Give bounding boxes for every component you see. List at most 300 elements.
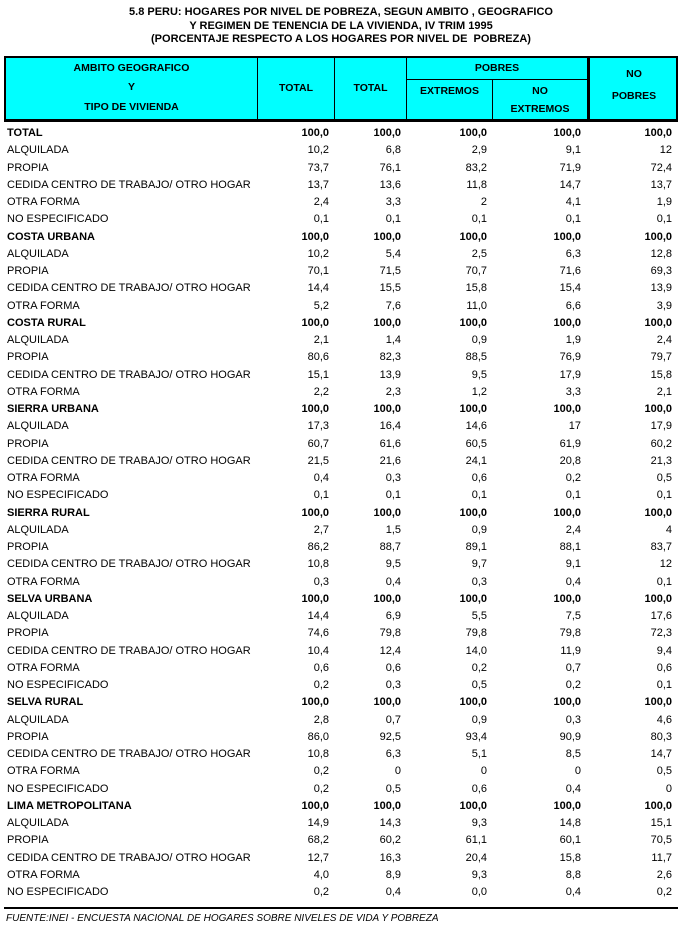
cell-value: 17 xyxy=(568,420,581,433)
cell-value: 0,2 xyxy=(313,886,329,899)
cell-value: 24,1 xyxy=(465,454,487,467)
cell-value: 80,6 xyxy=(307,351,329,364)
header-ambito-geografico xyxy=(6,58,258,119)
cell-value: 9,7 xyxy=(471,558,487,571)
cell-value: 7,5 xyxy=(565,610,581,623)
cell-value: 9,3 xyxy=(471,817,487,830)
cell-value: 12,4 xyxy=(379,644,401,657)
header-ambito-line-3: TIPO DE VIVIENDA xyxy=(84,100,179,113)
cell-value: 1,5 xyxy=(385,523,401,536)
cell-value: 0,5 xyxy=(656,765,672,778)
cell-value: 21,3 xyxy=(650,454,672,467)
cell-value: 9,4 xyxy=(656,644,672,657)
source-note: FUENTE:INEI - ENCUESTA NACIONAL DE HOGARES SOBRE NIVELES DE VIDA Y POBREZA xyxy=(6,912,439,924)
table-row xyxy=(4,176,678,193)
cell-value: 0 xyxy=(574,765,581,778)
cell-value: 60,1 xyxy=(559,834,581,847)
cell-value: 0,1 xyxy=(385,489,401,502)
cell-value: 16,3 xyxy=(379,851,401,864)
cell-value: 100,0 xyxy=(459,230,487,243)
cell-value: 83,2 xyxy=(465,161,487,174)
cell-value: 13,7 xyxy=(307,178,329,191)
cell-value: 0,1 xyxy=(656,213,672,226)
cell-value: 8,8 xyxy=(565,868,581,881)
cell-value: 86,0 xyxy=(307,730,329,743)
cell-value: 13,9 xyxy=(650,282,672,295)
cell-value: 0,4 xyxy=(385,886,401,899)
row-label: OTRA FORMA xyxy=(7,196,80,209)
cell-value: 92,5 xyxy=(379,730,401,743)
cell-value: 100,0 xyxy=(459,403,487,416)
table-header xyxy=(4,56,678,122)
header-no-extremos-line-1: NO xyxy=(532,84,548,97)
table-row xyxy=(4,866,678,883)
cell-value: 14,9 xyxy=(307,817,329,830)
cell-value: 12,8 xyxy=(650,247,672,260)
cell-value: 79,8 xyxy=(379,627,401,640)
cell-value: 100,0 xyxy=(373,127,401,140)
row-label: ALQUILADA xyxy=(7,523,69,536)
header-no-extremos xyxy=(493,80,587,119)
table-row xyxy=(4,884,678,901)
cell-value: 2,4 xyxy=(313,196,329,209)
cell-value: 10,2 xyxy=(307,144,329,157)
table-row xyxy=(4,832,678,849)
cell-value: 14,4 xyxy=(307,610,329,623)
header-pobres-group: POBRES xyxy=(407,58,587,80)
table-row xyxy=(4,728,678,745)
row-label: PROPIA xyxy=(7,541,49,554)
cell-value: 0,2 xyxy=(313,765,329,778)
cell-value: 0,3 xyxy=(385,472,401,485)
table-row xyxy=(4,694,678,711)
cell-value: 3,3 xyxy=(565,385,581,398)
row-label: CEDIDA CENTRO DE TRABAJO/ OTRO HOGAR xyxy=(7,644,251,657)
cell-value: 100,0 xyxy=(644,799,672,812)
cell-value: 100,0 xyxy=(459,799,487,812)
cell-value: 100,0 xyxy=(373,316,401,329)
cell-value: 0,9 xyxy=(471,334,487,347)
cell-value: 4,6 xyxy=(656,713,672,726)
cell-value: 9,1 xyxy=(565,558,581,571)
cell-value: 70,7 xyxy=(465,265,487,278)
cell-value: 0,1 xyxy=(385,213,401,226)
cell-value: 0,1 xyxy=(313,489,329,502)
cell-value: 0,2 xyxy=(565,679,581,692)
cell-value: 20,4 xyxy=(465,851,487,864)
cell-value: 100,0 xyxy=(459,127,487,140)
row-label: PROPIA xyxy=(7,627,49,640)
cell-value: 17,6 xyxy=(650,610,672,623)
table-row xyxy=(4,504,678,521)
cell-value: 0,4 xyxy=(565,782,581,795)
cell-value: 100,0 xyxy=(553,799,581,812)
cell-value: 2,9 xyxy=(471,144,487,157)
cell-value: 71,6 xyxy=(559,265,581,278)
cell-value: 88,5 xyxy=(465,351,487,364)
row-label: OTRA FORMA xyxy=(7,385,80,398)
cell-value: 100,0 xyxy=(373,592,401,605)
cell-value: 16,4 xyxy=(379,420,401,433)
cell-value: 0,5 xyxy=(471,679,487,692)
row-label: CEDIDA CENTRO DE TRABAJO/ OTRO HOGAR xyxy=(7,748,251,761)
cell-value: 21,5 xyxy=(307,454,329,467)
cell-value: 1,2 xyxy=(471,385,487,398)
cell-value: 100,0 xyxy=(301,403,329,416)
table-row xyxy=(4,142,678,159)
row-label: CEDIDA CENTRO DE TRABAJO/ OTRO HOGAR xyxy=(7,368,251,381)
row-label: CEDIDA CENTRO DE TRABAJO/ OTRO HOGAR xyxy=(7,558,251,571)
cell-value: 0,1 xyxy=(656,575,672,588)
row-label: ALQUILADA xyxy=(7,713,69,726)
table-row xyxy=(4,539,678,556)
cell-value: 9,1 xyxy=(565,144,581,157)
cell-value: 6,6 xyxy=(565,299,581,312)
cell-value: 100,0 xyxy=(644,230,672,243)
cell-value: 0,9 xyxy=(471,713,487,726)
row-label: CEDIDA CENTRO DE TRABAJO/ OTRO HOGAR xyxy=(7,178,251,191)
cell-value: 6,3 xyxy=(385,748,401,761)
title-line-3: (PORCENTAJE RESPECTO A LOS HOGARES POR NIVEL DE POBREZA) xyxy=(151,33,531,45)
table-title xyxy=(4,6,678,47)
table-row xyxy=(4,332,678,349)
cell-value: 11,7 xyxy=(651,851,672,864)
header-ambito-line-2: Y xyxy=(127,81,135,93)
cell-value: 0 xyxy=(665,782,672,795)
cell-value: 2,7 xyxy=(313,523,329,536)
row-label: NO ESPECIFICADO xyxy=(7,489,109,502)
cell-value: 12 xyxy=(659,144,672,157)
table-row xyxy=(4,677,678,694)
row-label: PROPIA xyxy=(7,265,49,278)
row-label: ALQUILADA xyxy=(7,817,69,830)
cell-value: 2,4 xyxy=(656,334,672,347)
header-total-2: TOTAL xyxy=(335,58,407,119)
cell-value: 89,1 xyxy=(465,541,487,554)
cell-value: 6,3 xyxy=(565,247,581,260)
cell-value: 60,2 xyxy=(650,437,672,450)
cell-value: 73,7 xyxy=(307,161,329,174)
row-label: PROPIA xyxy=(7,161,49,174)
cell-value: 100,0 xyxy=(553,230,581,243)
table-row xyxy=(4,521,678,538)
cell-value: 14,7 xyxy=(559,178,581,191)
cell-value: 2,8 xyxy=(313,713,329,726)
table-row xyxy=(4,470,678,487)
cell-value: 100,0 xyxy=(553,316,581,329)
row-label: SIERRA URBANA xyxy=(7,403,99,416)
cell-value: 12,7 xyxy=(307,851,329,864)
row-label: PROPIA xyxy=(7,834,49,847)
cell-value: 5,2 xyxy=(313,299,329,312)
cell-value: 100,0 xyxy=(553,403,581,416)
title-line-2: Y REGIMEN DE TENENCIA DE LA VIVIENDA, IV TRIM 1995 xyxy=(189,19,493,32)
cell-value: 76,9 xyxy=(559,351,581,364)
table-row xyxy=(4,815,678,832)
cell-value: 72,4 xyxy=(650,161,672,174)
row-label: PROPIA xyxy=(7,437,49,450)
table-row xyxy=(4,711,678,728)
cell-value: 0,2 xyxy=(313,679,329,692)
table-row xyxy=(4,797,678,814)
row-label: PROPIA xyxy=(7,351,49,364)
cell-value: 15,4 xyxy=(559,282,581,295)
cell-value: 0,1 xyxy=(313,213,329,226)
cell-value: 71,9 xyxy=(559,161,581,174)
table-row xyxy=(4,245,678,262)
cell-value: 9,5 xyxy=(471,368,487,381)
cell-value: 71,5 xyxy=(379,265,401,278)
row-label: ALQUILADA xyxy=(7,610,69,623)
cell-value: 100,0 xyxy=(553,127,581,140)
row-label: NO ESPECIFICADO xyxy=(7,886,109,899)
cell-value: 100,0 xyxy=(553,592,581,605)
row-label: OTRA FORMA xyxy=(7,765,80,778)
cell-value: 14,0 xyxy=(465,644,487,657)
cell-value: 2,4 xyxy=(565,523,581,536)
cell-value: 0,1 xyxy=(656,679,672,692)
cell-value: 2 xyxy=(480,196,487,209)
cell-value: 10,4 xyxy=(307,644,329,657)
row-label: NO ESPECIFICADO xyxy=(7,213,109,226)
cell-value: 14,6 xyxy=(465,420,487,433)
table-body xyxy=(4,122,678,901)
cell-value: 21,6 xyxy=(379,454,401,467)
cell-value: 70,5 xyxy=(650,834,672,847)
header-no-pobres-line-1: NO xyxy=(626,67,642,80)
cell-value: 100,0 xyxy=(301,316,329,329)
cell-value: 100,0 xyxy=(373,403,401,416)
cell-value: 0,6 xyxy=(471,782,487,795)
cell-value: 2,1 xyxy=(313,334,329,347)
table-row xyxy=(4,194,678,211)
cell-value: 72,3 xyxy=(650,627,672,640)
table-row xyxy=(4,780,678,797)
cell-value: 1,9 xyxy=(565,334,581,347)
table-row xyxy=(4,452,678,469)
cell-value: 13,7 xyxy=(650,178,672,191)
cell-value: 100,0 xyxy=(644,403,672,416)
cell-value: 100,0 xyxy=(301,230,329,243)
cell-value: 14,4 xyxy=(307,282,329,295)
cell-value: 15,5 xyxy=(379,282,401,295)
cell-value: 4 xyxy=(665,523,672,536)
row-label: COSTA URBANA xyxy=(7,230,95,243)
cell-value: 82,3 xyxy=(379,351,401,364)
cell-value: 0,1 xyxy=(565,213,581,226)
row-label: SIERRA RURAL xyxy=(7,506,90,519)
table-row xyxy=(4,263,678,280)
table-row xyxy=(4,418,678,435)
cell-value: 0,5 xyxy=(385,782,401,795)
cell-value: 68,2 xyxy=(307,834,329,847)
table-row xyxy=(4,314,678,331)
table-row xyxy=(4,435,678,452)
cell-value: 5,5 xyxy=(471,610,487,623)
table-row xyxy=(4,556,678,573)
cell-value: 0,6 xyxy=(471,472,487,485)
cell-value: 0,7 xyxy=(565,661,581,674)
row-label: NO ESPECIFICADO xyxy=(7,782,109,795)
cell-value: 93,4 xyxy=(465,730,487,743)
cell-value: 9,3 xyxy=(471,868,487,881)
cell-value: 17,9 xyxy=(650,420,672,433)
cell-value: 60,2 xyxy=(379,834,401,847)
cell-value: 100,0 xyxy=(644,696,672,709)
cell-value: 12 xyxy=(659,558,672,571)
cell-value: 61,6 xyxy=(379,437,401,450)
title-line-1: 5.8 PERU: HOGARES POR NIVEL DE POBREZA, SEGUN AMBITO , GEOGRAFICO xyxy=(129,6,553,18)
row-label: NO ESPECIFICADO xyxy=(7,679,109,692)
row-label: ALQUILADA xyxy=(7,334,69,347)
cell-value: 0,7 xyxy=(385,713,401,726)
cell-value: 2,5 xyxy=(471,247,487,260)
cell-value: 100,0 xyxy=(373,230,401,243)
table-row xyxy=(4,383,678,400)
cell-value: 100,0 xyxy=(373,799,401,812)
table-row xyxy=(4,608,678,625)
table-row xyxy=(4,642,678,659)
cell-value: 74,6 xyxy=(307,627,329,640)
cell-value: 9,5 xyxy=(385,558,401,571)
cell-value: 0,2 xyxy=(656,886,672,899)
cell-value: 13,6 xyxy=(379,178,401,191)
row-label: SELVA RURAL xyxy=(7,696,84,709)
cell-value: 11,9 xyxy=(560,644,581,657)
cell-value: 100,0 xyxy=(301,127,329,140)
cell-value: 10,8 xyxy=(307,748,329,761)
row-label: OTRA FORMA xyxy=(7,661,80,674)
cell-value: 15,8 xyxy=(465,282,487,295)
header-no-extremos-line-2: EXTREMOS xyxy=(510,102,570,115)
header-ambito-line-1: AMBITO GEOGRAFICO xyxy=(73,61,190,74)
cell-value: 100,0 xyxy=(459,316,487,329)
row-label: OTRA FORMA xyxy=(7,575,80,588)
table-row xyxy=(4,297,678,314)
table-row xyxy=(4,125,678,142)
cell-value: 0,4 xyxy=(565,575,581,588)
cell-value: 100,0 xyxy=(301,799,329,812)
cell-value: 88,1 xyxy=(559,541,581,554)
cell-value: 0,1 xyxy=(471,489,487,502)
row-label: ALQUILADA xyxy=(7,420,69,433)
table-row xyxy=(4,159,678,176)
cell-value: 0,3 xyxy=(471,575,487,588)
row-label: CEDIDA CENTRO DE TRABAJO/ OTRO HOGAR xyxy=(7,282,251,295)
row-label: OTRA FORMA xyxy=(7,472,80,485)
cell-value: 0,2 xyxy=(565,472,581,485)
cell-value: 60,5 xyxy=(465,437,487,450)
cell-value: 0,1 xyxy=(656,489,672,502)
cell-value: 76,1 xyxy=(379,161,401,174)
cell-value: 15,1 xyxy=(307,368,329,381)
cell-value: 11,0 xyxy=(466,299,487,312)
cell-value: 61,9 xyxy=(559,437,581,450)
table-row xyxy=(4,349,678,366)
cell-value: 4,0 xyxy=(313,868,329,881)
table-row xyxy=(4,366,678,383)
cell-value: 2,3 xyxy=(385,385,401,398)
cell-value: 100,0 xyxy=(373,506,401,519)
cell-value: 100,0 xyxy=(301,506,329,519)
cell-value: 17,9 xyxy=(559,368,581,381)
row-label: SELVA URBANA xyxy=(7,592,93,605)
table-row xyxy=(4,487,678,504)
header-no-pobres xyxy=(587,58,678,119)
cell-value: 100,0 xyxy=(373,696,401,709)
table-row xyxy=(4,746,678,763)
table-row xyxy=(4,573,678,590)
cell-value: 100,0 xyxy=(459,696,487,709)
row-label: OTRA FORMA xyxy=(7,868,80,881)
cell-value: 86,2 xyxy=(307,541,329,554)
cell-value: 2,6 xyxy=(656,868,672,881)
cell-value: 0,3 xyxy=(565,713,581,726)
row-label: OTRA FORMA xyxy=(7,299,80,312)
cell-value: 80,3 xyxy=(650,730,672,743)
header-no-pobres-line-2: POBRES xyxy=(611,89,657,102)
cell-value: 14,8 xyxy=(559,817,581,830)
table-row xyxy=(4,211,678,228)
cell-value: 10,8 xyxy=(307,558,329,571)
row-label: CEDIDA CENTRO DE TRABAJO/ OTRO HOGAR xyxy=(7,454,251,467)
cell-value: 0,2 xyxy=(313,782,329,795)
cell-value: 5,4 xyxy=(385,247,401,260)
cell-value: 0,3 xyxy=(313,575,329,588)
cell-value: 6,9 xyxy=(385,610,401,623)
cell-value: 79,8 xyxy=(559,627,581,640)
cell-value: 0,6 xyxy=(313,661,329,674)
cell-value: 100,0 xyxy=(301,592,329,605)
cell-value: 2,1 xyxy=(656,385,672,398)
cell-value: 8,9 xyxy=(385,868,401,881)
cell-value: 100,0 xyxy=(553,696,581,709)
table-row xyxy=(4,849,678,866)
cell-value: 100,0 xyxy=(644,127,672,140)
header-extremos: EXTREMOS xyxy=(407,80,493,119)
row-label: TOTAL xyxy=(7,127,43,140)
cell-value: 15,8 xyxy=(650,368,672,381)
cell-value: 3,3 xyxy=(385,196,401,209)
cell-value: 0,4 xyxy=(313,472,329,485)
cell-value: 0,3 xyxy=(385,679,401,692)
cell-value: 100,0 xyxy=(644,592,672,605)
cell-value: 8,5 xyxy=(565,748,581,761)
cell-value: 2,2 xyxy=(313,385,329,398)
cell-value: 10,2 xyxy=(307,247,329,260)
table-row xyxy=(4,401,678,418)
cell-value: 70,1 xyxy=(307,265,329,278)
table-row xyxy=(4,625,678,642)
row-label: ALQUILADA xyxy=(7,144,69,157)
cell-value: 0,6 xyxy=(385,661,401,674)
cell-value: 0,0 xyxy=(471,886,487,899)
cell-value: 14,3 xyxy=(379,817,401,830)
cell-value: 90,9 xyxy=(559,730,581,743)
table-row xyxy=(4,590,678,607)
cell-value: 0,5 xyxy=(656,472,672,485)
cell-value: 88,7 xyxy=(379,541,401,554)
cell-value: 0,1 xyxy=(471,213,487,226)
cell-value: 13,9 xyxy=(379,368,401,381)
cell-value: 15,1 xyxy=(650,817,672,830)
row-label: CEDIDA CENTRO DE TRABAJO/ OTRO HOGAR xyxy=(7,851,251,864)
cell-value: 100,0 xyxy=(301,696,329,709)
cell-value: 15,8 xyxy=(559,851,581,864)
cell-value: 100,0 xyxy=(553,506,581,519)
cell-value: 11,8 xyxy=(466,178,487,191)
cell-value: 0,4 xyxy=(385,575,401,588)
